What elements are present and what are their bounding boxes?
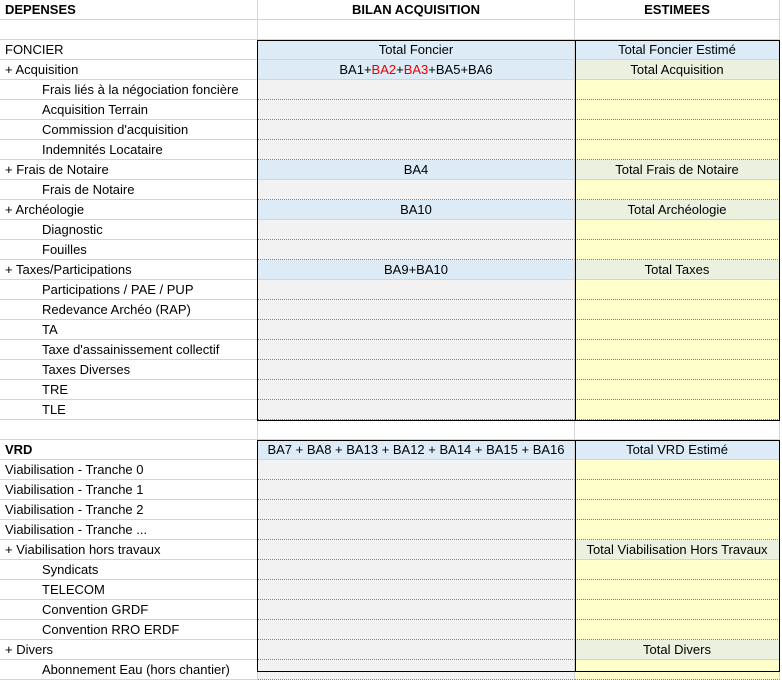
bilan-input-cell[interactable] — [258, 340, 575, 360]
taxes-formula-cell[interactable]: BA9+BA10 — [258, 260, 575, 280]
bilan-input-cell[interactable] — [258, 560, 575, 580]
total-archeo-cell[interactable]: Total Archéologie — [575, 200, 780, 220]
foncier-row — [0, 40, 782, 60]
archeo-formula-cell[interactable]: BA10 — [258, 200, 575, 220]
archeo-label[interactable]: + Archéologie — [0, 200, 258, 220]
detail-row — [0, 80, 782, 100]
detail-row — [0, 560, 782, 580]
detail-label[interactable]: Convention RRO ERDF — [0, 620, 258, 640]
bilan-input-cell[interactable] — [258, 500, 575, 520]
bilan-input-cell[interactable] — [258, 620, 575, 640]
detail-row — [0, 620, 782, 640]
detail-label[interactable]: Acquisition Terrain — [0, 100, 258, 120]
bilan-input-cell[interactable] — [258, 380, 575, 400]
bilan-input-cell[interactable] — [258, 540, 575, 560]
total-viab-hors-cell[interactable]: Total Viabilisation Hors Travaux — [575, 540, 780, 560]
estimee-input-cell[interactable] — [575, 120, 780, 140]
formula-part: + — [363, 62, 372, 77]
detail-row — [0, 500, 782, 520]
vrd-formula-cell[interactable]: BA7 + BA8 + BA13 + BA12 + BA14 + BA15 + BA16 — [258, 440, 575, 460]
detail-row — [0, 220, 782, 240]
empty-cell[interactable] — [258, 420, 575, 440]
bilan-input-cell[interactable] — [258, 580, 575, 600]
detail-row — [0, 180, 782, 200]
formula-part: +BA5+BA6 — [428, 62, 493, 77]
estimee-input-cell[interactable] — [575, 580, 780, 600]
detail-label[interactable]: TLE — [0, 400, 258, 420]
estimee-input-cell[interactable] — [575, 600, 780, 620]
estimee-input-cell[interactable] — [575, 480, 780, 500]
estimee-input-cell[interactable] — [575, 220, 780, 240]
detail-label[interactable]: Taxes Diverses — [0, 360, 258, 380]
bilan-input-cell[interactable] — [258, 320, 575, 340]
total-foncier-cell[interactable]: Total Foncier — [258, 40, 575, 60]
detail-label[interactable]: Frais liés à la négociation foncière — [0, 80, 258, 100]
divers-row — [0, 640, 782, 660]
detail-label[interactable]: Viabilisation - Tranche ... — [0, 520, 258, 540]
detail-label[interactable]: Syndicats — [0, 560, 258, 580]
detail-row — [0, 460, 782, 480]
estimee-input-cell[interactable] — [575, 80, 780, 100]
bilan-input-cell[interactable] — [258, 220, 575, 240]
estimee-input-cell[interactable] — [575, 100, 780, 120]
detail-row — [0, 280, 782, 300]
bilan-input-cell[interactable] — [258, 400, 575, 420]
bilan-input-cell[interactable] — [258, 460, 575, 480]
formula-part-red: BA2 — [371, 62, 397, 77]
empty-row — [0, 420, 782, 440]
detail-label[interactable]: Redevance Archéo (RAP) — [0, 300, 258, 320]
total-notaire-cell[interactable]: Total Frais de Notaire — [575, 160, 780, 180]
estimee-input-cell[interactable] — [575, 620, 780, 640]
empty-cell[interactable] — [0, 420, 258, 440]
detail-row — [0, 240, 782, 260]
taxes-label[interactable]: + Taxes/Participations — [0, 260, 258, 280]
estimee-input-cell[interactable] — [575, 300, 780, 320]
estimee-input-cell[interactable] — [575, 180, 780, 200]
bilan-input-cell[interactable] — [258, 140, 575, 160]
detail-row — [0, 480, 782, 500]
bilan-input-cell[interactable] — [258, 240, 575, 260]
total-divers-cell[interactable]: Total Divers — [575, 640, 780, 660]
acquisition-label[interactable]: + Acquisition — [0, 60, 258, 80]
detail-label[interactable]: Frais de Notaire — [0, 180, 258, 200]
detail-label[interactable]: TRE — [0, 380, 258, 400]
header-row — [0, 0, 782, 20]
detail-label[interactable]: Convention GRDF — [0, 600, 258, 620]
detail-row — [0, 600, 782, 620]
detail-row — [0, 320, 782, 340]
estimee-input-cell[interactable] — [575, 320, 780, 340]
bilan-input-cell[interactable] — [258, 280, 575, 300]
bilan-input-cell[interactable] — [258, 360, 575, 380]
total-taxes-cell[interactable]: Total Taxes — [575, 260, 780, 280]
estimee-input-cell[interactable] — [575, 560, 780, 580]
bilan-input-cell[interactable] — [258, 660, 575, 680]
detail-label[interactable]: Viabilisation - Tranche 2 — [0, 500, 258, 520]
viab-hors-row — [0, 540, 782, 560]
bilan-input-cell[interactable] — [258, 120, 575, 140]
foncier-label[interactable]: FONCIER — [0, 40, 258, 60]
estimee-input-cell[interactable] — [575, 240, 780, 260]
total-foncier-estime-cell[interactable]: Total Foncier Estimé — [575, 40, 780, 60]
empty-cell[interactable] — [575, 20, 780, 40]
empty-cell[interactable] — [258, 20, 575, 40]
header-estimees[interactable]: ESTIMEES — [575, 0, 780, 20]
estimee-input-cell[interactable] — [575, 460, 780, 480]
bilan-input-cell[interactable] — [258, 640, 575, 660]
detail-label[interactable]: Indemnités Locataire — [0, 140, 258, 160]
estimee-input-cell[interactable] — [575, 660, 780, 680]
estimee-input-cell[interactable] — [575, 520, 780, 540]
estimee-input-cell[interactable] — [575, 400, 780, 420]
detail-label[interactable]: Viabilisation - Tranche 0 — [0, 460, 258, 480]
estimee-input-cell[interactable] — [575, 140, 780, 160]
detail-row — [0, 520, 782, 540]
detail-label[interactable]: Participations / PAE / PUP — [0, 280, 258, 300]
notaire-formula-cell[interactable]: BA4 — [258, 160, 575, 180]
detail-label[interactable]: Fouilles — [0, 240, 258, 260]
detail-row — [0, 140, 782, 160]
divers-label[interactable]: + Divers — [0, 640, 258, 660]
empty-row — [0, 20, 782, 40]
detail-row — [0, 300, 782, 320]
taxes-row — [0, 260, 782, 280]
detail-label[interactable]: TA — [0, 320, 258, 340]
bilan-input-cell[interactable] — [258, 100, 575, 120]
detail-label[interactable]: TELECOM — [0, 580, 258, 600]
bilan-input-cell[interactable] — [258, 480, 575, 500]
total-vrd-estime-cell[interactable]: Total VRD Estimé — [575, 440, 780, 460]
detail-row — [0, 360, 782, 380]
estimee-input-cell[interactable] — [575, 280, 780, 300]
formula-part: + — [396, 62, 404, 77]
estimee-input-cell[interactable] — [575, 380, 780, 400]
detail-label[interactable]: Viabilisation - Tranche 1 — [0, 480, 258, 500]
detail-row — [0, 340, 782, 360]
detail-label[interactable]: Commission d'acquisition — [0, 120, 258, 140]
notaire-label[interactable]: + Frais de Notaire — [0, 160, 258, 180]
estimee-input-cell[interactable] — [575, 340, 780, 360]
acquisition-formula-cell[interactable] — [258, 60, 575, 80]
bilan-input-cell[interactable] — [258, 300, 575, 320]
detail-row — [0, 660, 782, 680]
estimee-input-cell[interactable] — [575, 500, 780, 520]
header-bilan-acquisition[interactable]: BILAN ACQUISITION — [258, 0, 575, 20]
formula-part-red: BA3 — [403, 62, 429, 77]
empty-cell[interactable] — [0, 20, 258, 40]
detail-row — [0, 400, 782, 420]
vrd-label[interactable]: VRD — [0, 440, 258, 460]
detail-label[interactable]: Abonnement Eau (hors chantier) — [0, 660, 258, 680]
detail-label[interactable]: Diagnostic — [0, 220, 258, 240]
detail-row — [0, 100, 782, 120]
detail-row — [0, 120, 782, 140]
bilan-input-cell[interactable] — [258, 600, 575, 620]
notaire-row — [0, 160, 782, 180]
archeo-row — [0, 200, 782, 220]
empty-cell[interactable] — [575, 420, 780, 440]
acquisition-row — [0, 60, 782, 80]
bilan-input-cell[interactable] — [258, 80, 575, 100]
viab-hors-label[interactable]: + Viabilisation hors travaux — [0, 540, 258, 560]
estimee-input-cell[interactable] — [575, 360, 780, 380]
detail-row — [0, 580, 782, 600]
detail-row — [0, 380, 782, 400]
bilan-input-cell[interactable] — [258, 180, 575, 200]
total-acquisition-cell[interactable]: Total Acquisition — [575, 60, 780, 80]
detail-label[interactable]: Taxe d'assainissement collectif — [0, 340, 258, 360]
vrd-row — [0, 440, 782, 460]
header-depenses[interactable]: DEPENSES — [0, 0, 258, 20]
bilan-input-cell[interactable] — [258, 520, 575, 540]
formula-part: BA1 — [339, 62, 364, 77]
